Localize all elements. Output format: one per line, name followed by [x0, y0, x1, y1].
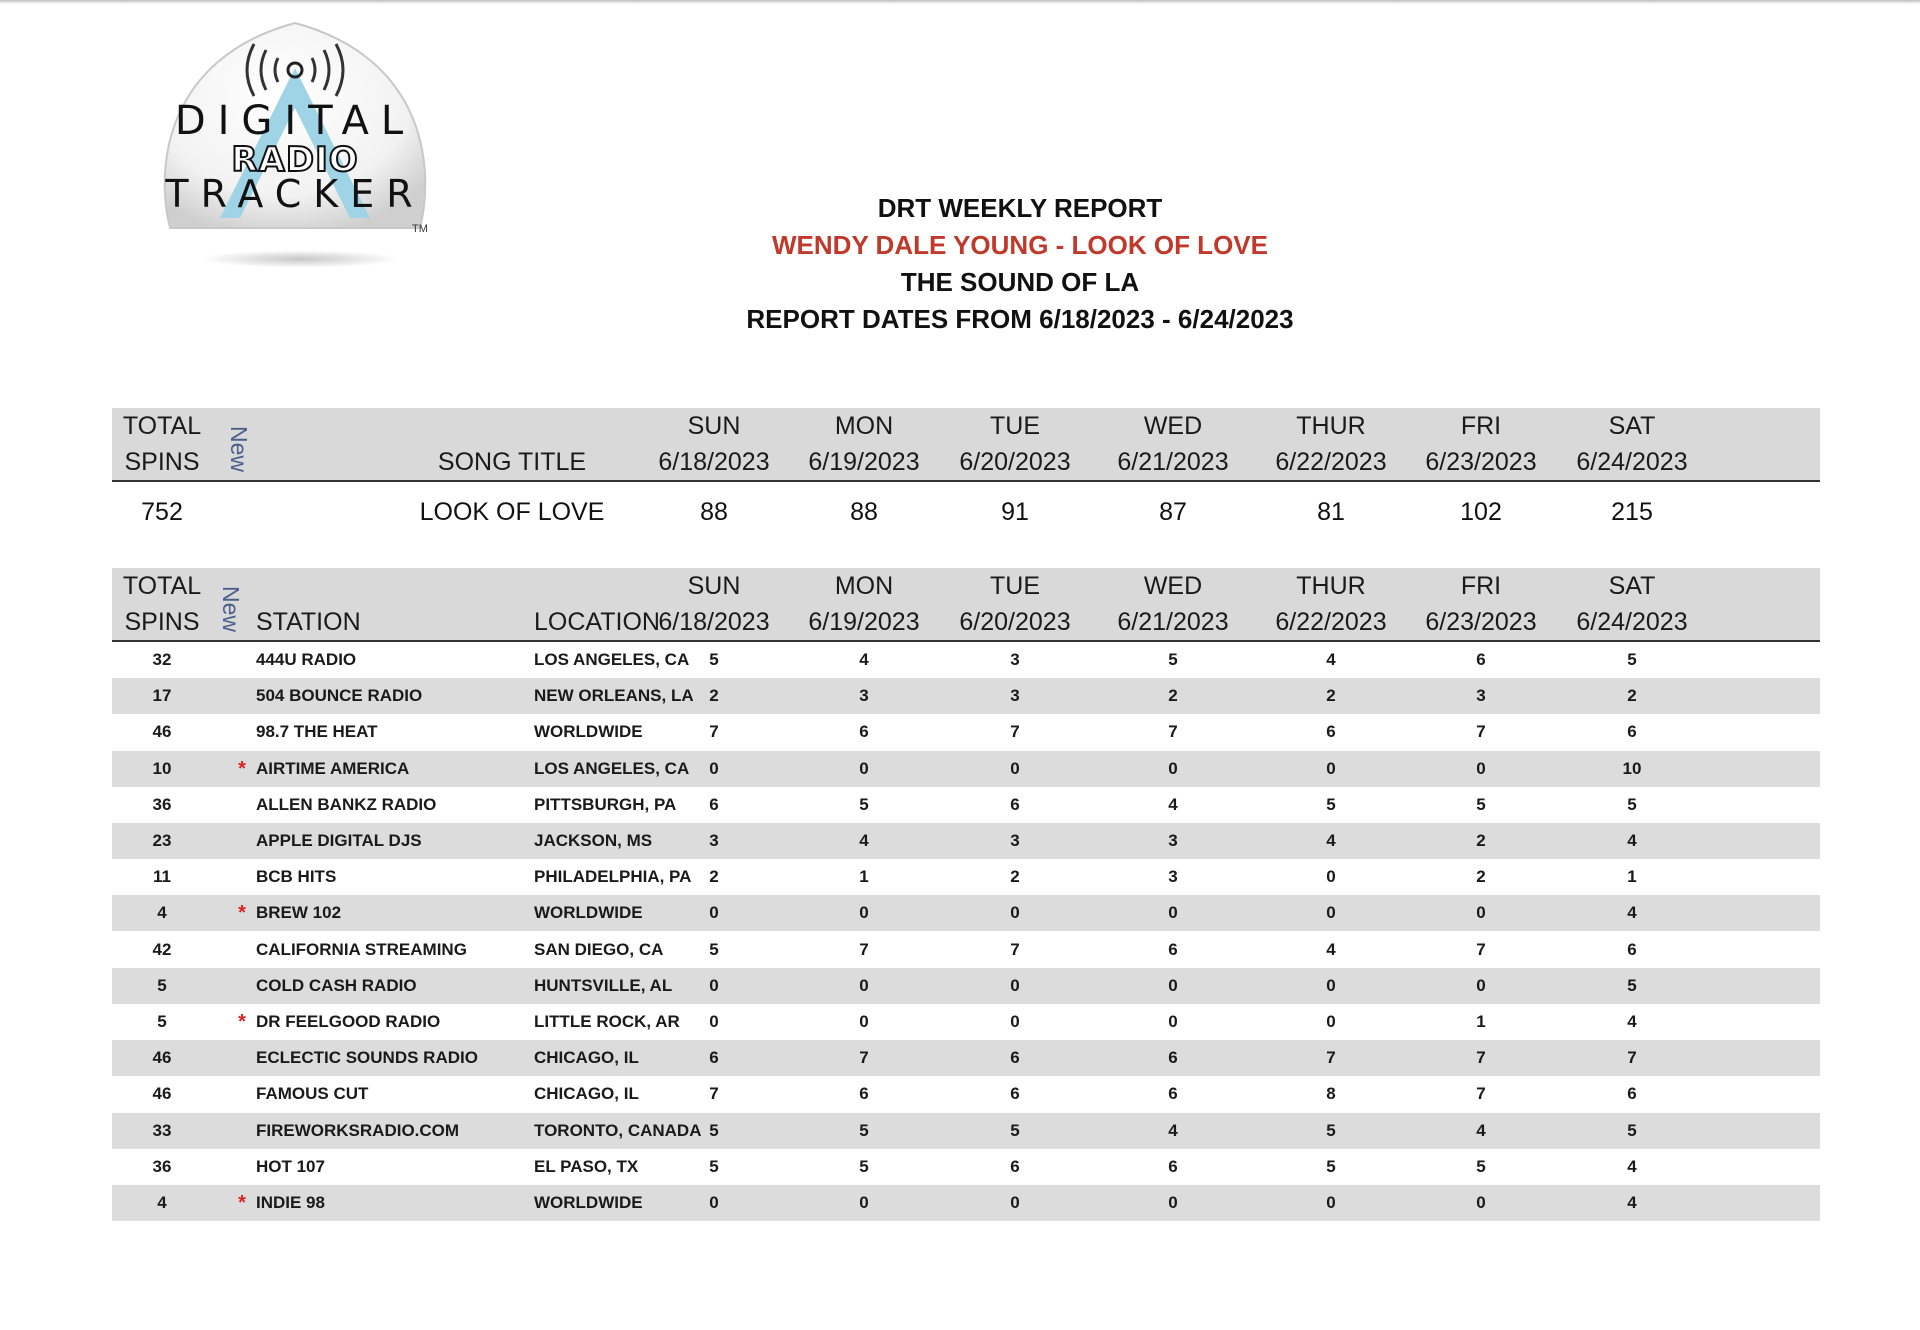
song-summary-row [112, 482, 1820, 542]
station-day-spins: 5 [1476, 1156, 1486, 1176]
station-row [112, 751, 1820, 787]
station-day-spins: 7 [1010, 939, 1020, 959]
station-total-spins: 4 [157, 903, 167, 923]
new-station-marker: * [238, 1192, 246, 1214]
header-day-date: 6/19/2023 [808, 608, 920, 636]
header-day-name: SUN [687, 412, 741, 440]
station-day-spins: 7 [709, 1084, 719, 1104]
station-location: CHICAGO, IL [534, 1048, 639, 1068]
station-day-spins: 3 [1168, 867, 1178, 887]
station-day-spins: 0 [859, 1193, 869, 1212]
header-day-name: THUR [1296, 572, 1366, 600]
header-day-date: 6/21/2023 [1117, 608, 1229, 636]
logo-word-radio: RADIO [231, 140, 359, 180]
station-day-spins: 0 [1168, 1012, 1178, 1031]
station-day-spins: 1 [1476, 1012, 1486, 1031]
header-total: TOTAL [122, 572, 202, 600]
station-name: INDIE 98 [256, 1193, 325, 1212]
station-name: DR FEELGOOD RADIO [256, 1012, 441, 1031]
header-day-name: MON [834, 572, 894, 600]
station-total-spins: 4 [157, 1193, 167, 1212]
summary-day-spins: 91 [1001, 498, 1029, 526]
station-day-spins: 0 [1476, 1193, 1486, 1212]
station-name: 98.7 THE HEAT [256, 722, 378, 742]
station-row [112, 859, 1820, 895]
header-day-date: 6/23/2023 [1425, 608, 1537, 636]
station-total-spins: 5 [157, 975, 167, 995]
station-day-spins: 6 [709, 794, 719, 814]
header-day-date: 6/19/2023 [808, 448, 920, 476]
station-day-spins: 4 [1627, 1156, 1637, 1176]
header-day-name: SAT [1608, 412, 1656, 440]
station-day-spins: 2 [709, 686, 719, 706]
station-day-spins: 6 [1627, 939, 1637, 959]
station-day-spins: 0 [1476, 975, 1486, 995]
station-day-spins: 6 [1010, 1156, 1020, 1176]
station-day-spins: 5 [859, 794, 869, 814]
station-row [112, 1076, 1820, 1112]
station-day-spins: 6 [859, 722, 869, 742]
station-day-spins: 0 [1168, 1193, 1178, 1212]
station-day-spins: 2 [1476, 867, 1486, 887]
station-row [112, 1004, 1820, 1040]
station-day-spins: 2 [709, 867, 719, 887]
station-day-spins: 5 [1627, 1120, 1637, 1140]
station-row [112, 714, 1820, 750]
station-location: JACKSON, MS [534, 831, 653, 850]
station-day-spins: 0 [1326, 975, 1336, 995]
header-day-date: 6/18/2023 [658, 608, 770, 636]
station-location: NEW ORLEANS, LA [534, 686, 694, 706]
station-day-spins: 0 [1168, 758, 1178, 778]
station-location: TORONTO, CANADA [534, 1120, 702, 1140]
logo-word-digital: DIGITAL [174, 98, 416, 144]
station-day-spins: 0 [859, 758, 869, 778]
station-name: ECLECTIC SOUNDS RADIO [256, 1048, 478, 1068]
station-day-spins: 6 [1168, 1048, 1178, 1068]
logo-word-tracker: TRACKER [165, 172, 425, 216]
summary-day-spins: 81 [1317, 498, 1345, 526]
station-row [112, 787, 1820, 823]
station-name: APPLE DIGITAL DJS [256, 831, 422, 850]
station-day-spins: 6 [1010, 1048, 1020, 1068]
song-artist-title: WENDY DALE YOUNG - LOOK OF LOVE [772, 230, 1268, 260]
station-day-spins: 0 [1010, 1012, 1020, 1031]
new-station-marker: * [238, 902, 246, 925]
station-day-spins: 1 [859, 867, 869, 887]
header-day-name: SUN [687, 572, 741, 600]
station-day-spins: 3 [1010, 686, 1020, 706]
station-total-spins: 46 [152, 1084, 172, 1104]
station-total-spins: 17 [152, 686, 172, 706]
station-row [112, 642, 1820, 678]
station-row [112, 1040, 1820, 1076]
station-name: CALIFORNIA STREAMING [256, 939, 467, 959]
station-name: FIREWORKSRADIO.COM [256, 1120, 460, 1140]
station-day-spins: 2 [1627, 686, 1637, 706]
station-day-spins: 4 [1168, 1120, 1178, 1140]
station-location: PITTSBURGH, PA [534, 794, 677, 814]
station-row [112, 1185, 1820, 1221]
station-name: FAMOUS CUT [256, 1084, 369, 1104]
header-day-date: 6/20/2023 [959, 608, 1071, 636]
station-day-spins: 4 [1476, 1120, 1486, 1140]
station-day-spins: 2 [1476, 831, 1486, 850]
station-name: AIRTIME AMERICA [256, 758, 410, 778]
station-day-spins: 0 [1168, 975, 1178, 995]
header-day-name: MON [834, 412, 894, 440]
station-total-spins: 36 [152, 1156, 172, 1176]
station-day-spins: 4 [1326, 831, 1336, 850]
station-day-spins: 7 [1326, 1048, 1336, 1068]
header-day-name: TUE [990, 412, 1040, 440]
summary-total-spins: 752 [141, 498, 183, 526]
summary-day-spins: 87 [1159, 498, 1187, 526]
station-name: COLD CASH RADIO [256, 975, 417, 995]
station-day-spins: 6 [1168, 1084, 1178, 1104]
station-day-spins: 3 [1476, 686, 1486, 706]
station-name: BCB HITS [256, 867, 337, 887]
station-location: LITTLE ROCK, AR [534, 1012, 680, 1031]
header-day-date: 6/22/2023 [1275, 448, 1387, 476]
station-row [112, 932, 1820, 968]
station-location: WORLDWIDE [534, 903, 643, 923]
station-total-spins: 33 [152, 1120, 172, 1140]
station-day-spins: 5 [1627, 650, 1637, 669]
station-day-spins: 0 [859, 975, 869, 995]
station-day-spins: 5 [1326, 794, 1336, 814]
station-total-spins: 5 [157, 1012, 167, 1031]
station-day-spins: 7 [1627, 1048, 1637, 1068]
station-day-spins: 0 [709, 903, 719, 923]
station-row [112, 968, 1820, 1004]
header-day-name: WED [1143, 572, 1203, 600]
station-day-spins: 6 [1010, 794, 1020, 814]
station-total-spins: 36 [152, 794, 172, 814]
station-day-spins: 0 [1476, 758, 1486, 778]
station-name: ALLEN BANKZ RADIO [256, 794, 437, 814]
header-new: New [218, 586, 244, 633]
header-day-date: 6/18/2023 [658, 448, 770, 476]
header-station: STATION [256, 608, 361, 636]
header-day-date: 6/24/2023 [1576, 448, 1688, 476]
station-day-spins: 0 [1326, 1193, 1336, 1212]
station-location: LOS ANGELES, CA [534, 758, 690, 778]
station-day-spins: 4 [1627, 831, 1637, 850]
station-day-spins: 5 [859, 1156, 869, 1176]
station-day-spins: 5 [1168, 650, 1178, 669]
header-day-date: 6/22/2023 [1275, 608, 1387, 636]
station-day-spins: 4 [1627, 1193, 1637, 1212]
header-location: LOCATION [534, 608, 660, 636]
station-day-spins: 5 [709, 650, 719, 669]
station-day-spins: 7 [1476, 722, 1486, 742]
station-day-spins: 4 [859, 831, 869, 850]
summary-day-spins: 215 [1611, 498, 1653, 526]
station-day-spins: 6 [859, 1084, 869, 1104]
station-day-spins: 7 [1476, 939, 1486, 959]
report-dates: REPORT DATES FROM 6/18/2023 - 6/24/2023 [746, 304, 1294, 334]
station-day-spins: 0 [709, 758, 719, 778]
station-day-spins: 5 [709, 1120, 719, 1140]
station-location: WORLDWIDE [534, 722, 643, 742]
station-day-spins: 5 [1326, 1120, 1336, 1140]
station-row [112, 678, 1820, 714]
station-day-spins: 0 [859, 903, 869, 923]
header-spins: SPINS [124, 608, 200, 636]
station-day-spins: 4 [1627, 1012, 1637, 1031]
station-table-header [112, 568, 1820, 642]
station-day-spins: 6 [1168, 939, 1178, 959]
station-location: EL PASO, TX [534, 1156, 639, 1176]
station-day-spins: 3 [859, 686, 869, 706]
report-heading [620, 190, 1420, 338]
station-name: 504 BOUNCE RADIO [256, 686, 423, 706]
station-day-spins: 7 [709, 722, 719, 742]
station-location: SAN DIEGO, CA [534, 939, 664, 959]
station-day-spins: 0 [859, 1012, 869, 1031]
report-title: DRT WEEKLY REPORT [877, 193, 1163, 223]
header-day-name: TUE [990, 572, 1040, 600]
summary-song-title: LOOK OF LOVE [419, 498, 605, 526]
station-location: CHICAGO, IL [534, 1084, 639, 1104]
station-day-spins: 7 [859, 939, 869, 959]
station-day-spins: 5 [859, 1120, 869, 1140]
station-day-spins: 0 [1010, 758, 1020, 778]
station-day-spins: 2 [1010, 867, 1020, 887]
station-day-spins: 0 [709, 1193, 719, 1212]
station-day-spins: 6 [1476, 650, 1486, 669]
station-day-spins: 4 [859, 650, 869, 669]
station-location: WORLDWIDE [534, 1193, 643, 1212]
station-day-spins: 0 [1010, 903, 1020, 923]
station-day-spins: 2 [1168, 686, 1178, 706]
summary-day-spins: 102 [1460, 498, 1502, 526]
header-day-date: 6/21/2023 [1117, 448, 1229, 476]
station-location: LOS ANGELES, CA [534, 650, 690, 669]
station-total-spins: 11 [153, 867, 171, 887]
station-name: HOT 107 [256, 1156, 325, 1176]
station-row [112, 1113, 1820, 1149]
station-day-spins: 5 [1627, 794, 1637, 814]
station-day-spins: 0 [709, 1012, 719, 1031]
station-day-spins: 7 [1476, 1048, 1486, 1068]
station-total-spins: 32 [152, 650, 172, 669]
station-day-spins: 2 [1326, 686, 1336, 706]
station-day-spins: 0 [1326, 1012, 1336, 1031]
station-location: HUNTSVILLE, AL [534, 975, 673, 995]
station-name: BREW 102 [256, 903, 342, 923]
station-day-spins: 8 [1326, 1084, 1336, 1104]
station-day-spins: 5 [1326, 1156, 1336, 1176]
station-day-spins: 3 [1168, 831, 1178, 850]
station-day-spins: 6 [1627, 722, 1637, 742]
new-station-marker: * [238, 757, 246, 780]
header-day-name: THUR [1296, 412, 1366, 440]
station-day-spins: 0 [1168, 903, 1178, 923]
station-day-spins: 7 [1476, 1084, 1486, 1104]
station-day-spins: 0 [1326, 867, 1336, 887]
digital-radio-tracker-logo [160, 18, 450, 268]
station-location: PHILADELPHIA, PA [534, 867, 692, 887]
header-day-date: 6/20/2023 [959, 448, 1071, 476]
song-table-header [112, 408, 1820, 482]
station-day-spins: 6 [1326, 722, 1336, 742]
logo-trademark: TM [412, 223, 428, 235]
station-row [112, 1149, 1820, 1185]
station-total-spins: 42 [152, 939, 172, 959]
station-day-spins: 3 [709, 831, 719, 850]
summary-day-spins: 88 [700, 498, 728, 526]
station-total-spins: 46 [152, 722, 172, 742]
page-top-border [0, 0, 1920, 4]
station-day-spins: 3 [1010, 650, 1020, 669]
station-day-spins: 0 [1010, 1193, 1020, 1212]
station-day-spins: 7 [1010, 722, 1020, 742]
station-day-spins: 6 [709, 1048, 719, 1068]
station-total-spins: 46 [152, 1048, 172, 1068]
station-day-spins: 5 [709, 1156, 719, 1176]
station-total-spins: 23 [152, 831, 172, 850]
station-day-spins: 0 [1010, 975, 1020, 995]
header-new: New [226, 426, 252, 473]
station-day-spins: 0 [709, 975, 719, 995]
header-spins: SPINS [124, 448, 200, 476]
station-day-spins: 4 [1326, 650, 1336, 669]
station-day-spins: 5 [709, 939, 719, 959]
header-day-date: 6/24/2023 [1576, 608, 1688, 636]
station-day-spins: 7 [859, 1048, 869, 1068]
summary-day-spins: 88 [850, 498, 878, 526]
station-name: 444U RADIO [256, 650, 357, 669]
station-day-spins: 0 [1326, 758, 1336, 778]
station-day-spins: 5 [1476, 794, 1486, 814]
station-row [112, 823, 1820, 859]
station-day-spins: 6 [1010, 1084, 1020, 1104]
station-day-spins: 5 [1627, 975, 1637, 995]
station-day-spins: 0 [1476, 903, 1486, 923]
station-day-spins: 4 [1168, 794, 1178, 814]
station-day-spins: 6 [1168, 1156, 1178, 1176]
header-song-title: SONG TITLE [437, 448, 587, 476]
header-day-name: WED [1143, 412, 1203, 440]
station-day-spins: 3 [1010, 831, 1020, 850]
station-day-spins: 10 [1622, 758, 1642, 778]
station-row [112, 895, 1820, 931]
station-day-spins: 6 [1627, 1084, 1637, 1104]
station-day-spins: 1 [1627, 867, 1637, 887]
header-total: TOTAL [122, 412, 202, 440]
station-day-spins: 5 [1010, 1120, 1020, 1140]
station-day-spins: 4 [1326, 939, 1336, 959]
station-total-spins: 10 [152, 758, 172, 778]
station-day-spins: 7 [1168, 722, 1178, 742]
label-name: THE SOUND OF LA [900, 267, 1140, 297]
header-day-date: 6/23/2023 [1425, 448, 1537, 476]
station-day-spins: 0 [1326, 903, 1336, 923]
header-day-name: SAT [1608, 572, 1656, 600]
station-day-spins: 4 [1627, 903, 1637, 923]
new-station-marker: * [238, 1011, 246, 1033]
header-day-name: FRI [1460, 412, 1502, 440]
header-day-name: FRI [1460, 572, 1502, 600]
